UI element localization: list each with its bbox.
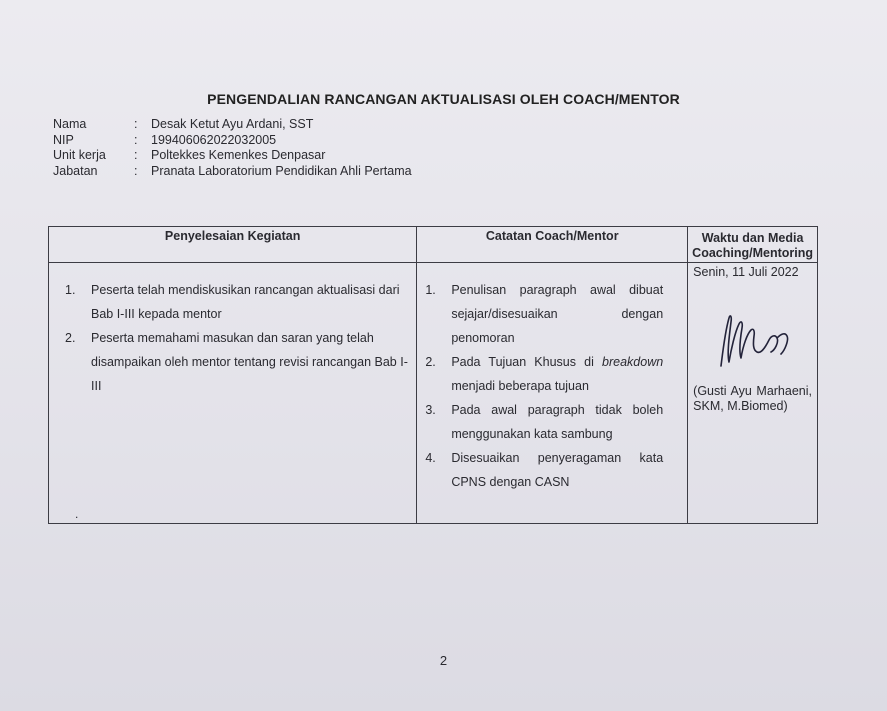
catatan-cell — [417, 263, 688, 524]
header-penyelesaian-kegiatan: Penyelesaian Kegiatan — [49, 227, 417, 263]
list-item — [425, 398, 663, 446]
waktu-cell — [688, 263, 818, 524]
identity-label: Nama — [53, 117, 87, 131]
list-text: Peserta telah mendiskusikan rancangan aktualisasi dari Bab I-III kepada mentor — [91, 283, 400, 321]
list-text: Penulisan paragraph awal dibuat sejajar/disesuaikan dengan penomoran — [451, 283, 664, 345]
kegiatan-list — [65, 278, 408, 398]
list-number: 2. — [425, 355, 436, 369]
catatan-list — [425, 278, 663, 494]
identity-colon: : — [134, 163, 138, 178]
table-row — [49, 263, 818, 524]
identity-colon: : — [134, 117, 138, 131]
identity-colon: : — [134, 132, 138, 147]
identity-row-nip — [53, 133, 412, 149]
page-number: 2 — [439, 653, 448, 668]
header-catatan-coach-mentor: Catatan Coach/Mentor — [417, 227, 688, 263]
list-text: Disesuaikan penyeragaman kata CPNS dengan CASN — [451, 451, 664, 489]
mentoring-date: Senin, 11 Juli 2022 — [693, 265, 799, 279]
list-item — [65, 326, 408, 398]
list-text-start: Pada Tujuan Khusus di — [451, 355, 603, 369]
identity-label: Unit kerja — [53, 148, 106, 162]
list-number: 1. — [425, 283, 436, 297]
list-item — [425, 446, 663, 494]
list-text: Peserta memahami masukan dan saran yang telah disampaikan oleh mentor tentang revisi rancangan Bab I-III — [91, 331, 408, 393]
list-item — [425, 350, 663, 398]
list-number: 4. — [425, 451, 436, 465]
mentoring-table — [48, 226, 818, 524]
identity-block — [53, 117, 412, 179]
mentor-name: (Gusti Ayu Marhaeni, SKM, M.Biomed) — [693, 384, 812, 413]
kegiatan-cell — [49, 263, 417, 524]
list-text: Pada awal paragraph tidak boleh menggunakan kata sambung — [451, 403, 664, 441]
stray-dot: . — [75, 507, 79, 521]
list-text-end: menjadi beberapa tujuan — [451, 379, 589, 393]
page-title: PENGENDALIAN RANCANGAN AKTUALISASI OLEH COACH/MENTOR — [207, 91, 680, 107]
list-number: 3. — [425, 403, 436, 417]
identity-value: Desak Ketut Ayu Ardani, SST — [151, 117, 314, 131]
identity-value: Pranata Laboratorium Pendidikan Ahli Pertama — [151, 163, 412, 178]
header-waktu-media: Waktu dan Media Coaching/Mentoring — [688, 227, 818, 263]
list-text-italic: breakdown — [602, 355, 664, 369]
identity-label: NIP — [53, 132, 74, 147]
list-item — [425, 278, 663, 350]
identity-label: Jabatan — [53, 163, 98, 178]
identity-row-nama — [53, 117, 412, 133]
list-number: 1. — [65, 283, 76, 297]
list-item — [65, 278, 408, 326]
identity-row-jabatan — [53, 164, 412, 180]
list-number: 2. — [65, 331, 76, 345]
mentor-signature-icon — [715, 310, 795, 370]
identity-value: 199406062022032005 — [151, 132, 277, 147]
identity-row-unit-kerja — [53, 148, 412, 164]
identity-value: Poltekkes Kemenkes Denpasar — [151, 148, 326, 162]
identity-colon: : — [134, 148, 138, 162]
table-header-row — [49, 227, 818, 263]
